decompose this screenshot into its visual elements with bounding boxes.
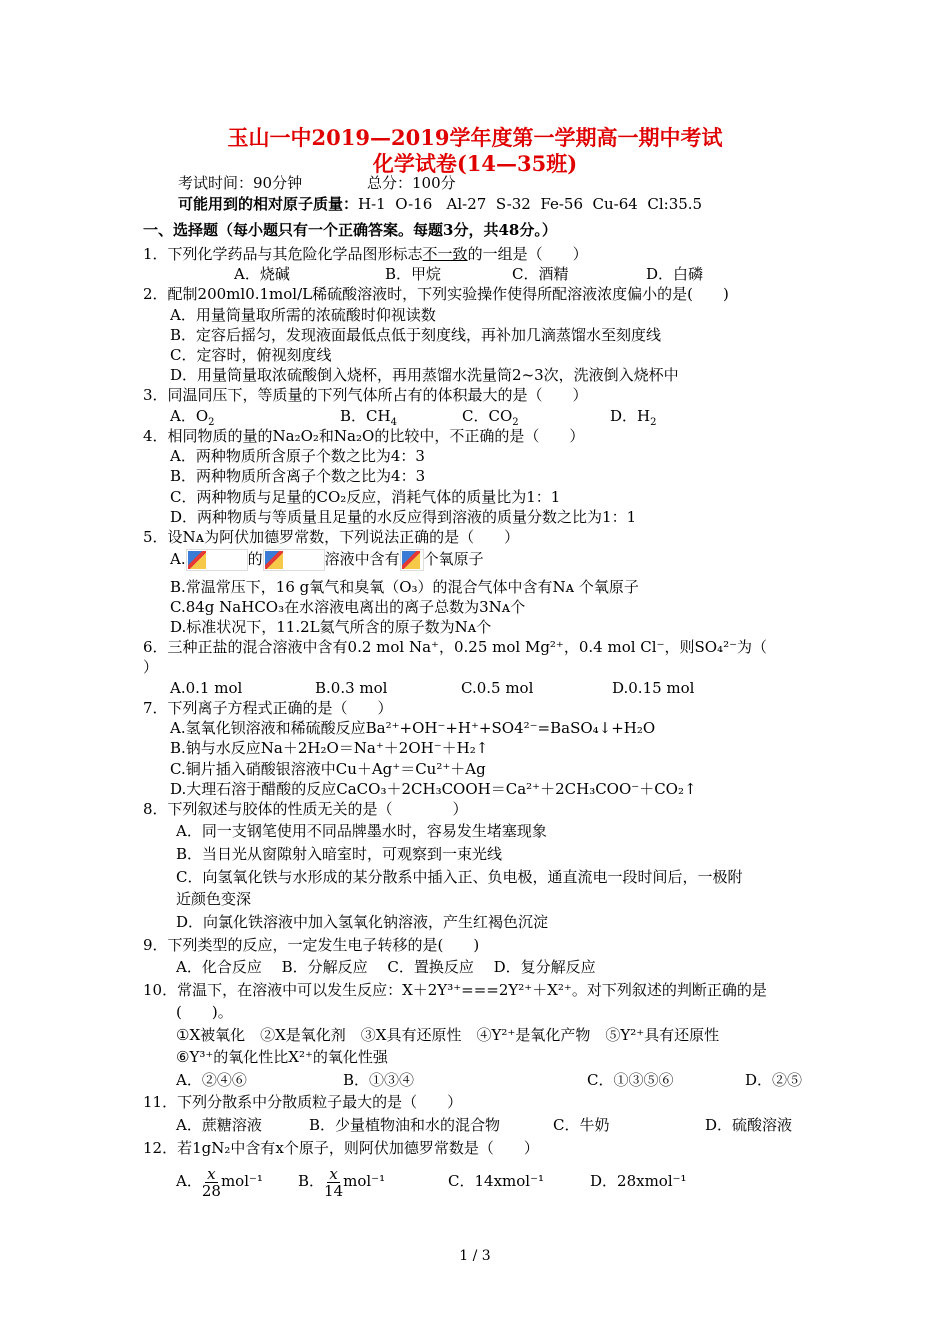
q5-stem: 5．设Nᴀ为阿伏加德罗常数，下列说法正确的是（ ） — [143, 528, 520, 546]
q10-statements-cont: ⑥Y³⁺的氧化性比X²⁺的氧化性强 — [176, 1048, 388, 1066]
q8-option-c-cont: 近颜色变深 — [176, 890, 252, 908]
q4-option-a: A．两种物质所含原子个数之比为4：3 — [170, 447, 425, 465]
q8-option-b: B．当日光从窗隙射入暗室时，可观察到一束光线 — [176, 845, 503, 863]
q3-option-a: A．$O_2$ — [170, 407, 215, 428]
q3-stem: 3．同温同压下，等质量的下列气体所占有的体积最大的是（ ） — [143, 386, 588, 404]
q12-option-a: A． $\frac{x}{28}$ mol⁻¹ — [176, 1164, 263, 1200]
exam-subtitle: 化学试卷(14—35班) — [372, 151, 578, 176]
formula-image — [400, 549, 424, 571]
q8-stem: 8．下列叙述与胶体的性质无关的是（ ） — [143, 800, 468, 818]
fraction: $\frac{x}{28}$ — [201, 1164, 221, 1200]
q9-options: A．化合反应 B．分解反应 C．置换反应 D．复分解反应 — [176, 958, 596, 976]
q6-option-d: D.0.15 mol — [612, 679, 695, 697]
q2-option-b: B．定容后摇匀，发现液面最低点低于刻度线，再补加几滴蒸馏水至刻度线 — [170, 326, 662, 344]
section-heading: 一、选择题（每小题只有一个正确答案。每题3分，共48分。） — [143, 221, 557, 239]
q10-option-d: D．②⑤ — [745, 1071, 803, 1089]
q6-option-b: B.0.3 mol — [315, 679, 388, 697]
q12-stem: 12．若1gN₂中含有x个原子，则阿伏加德罗常数是（ ） — [143, 1139, 539, 1157]
q8-option-a: A．同一支钢笔使用不同品牌墨水时，容易发生堵塞现象 — [176, 822, 547, 840]
q6-option-a: A.0.1 mol — [170, 679, 243, 697]
q5-option-d: D.标准状况下，11.2L氦气所含的原子数为Nᴀ个 — [170, 618, 492, 636]
q11-option-b: B．少量植物油和水的混合物 — [309, 1116, 501, 1134]
q1-option-a: A．烧碱 — [234, 265, 290, 283]
q7-stem: 7．下列离子方程式正确的是（ ） — [143, 699, 393, 717]
atomic-mass-values: H-1 O-16 Al-27 S-32 Fe-56 Cu-64 Cl:35.5 — [358, 195, 703, 213]
q12-option-c: C．14xmol⁻¹ — [448, 1172, 545, 1190]
q3-option-c: C．$CO_2$ — [462, 407, 519, 428]
exam-time: 考试时间：90分钟 — [178, 174, 303, 192]
formula-image — [263, 549, 325, 571]
q1-option-b: B．甲烷 — [385, 265, 442, 283]
q4-option-c: C．两种物质与足量的CO₂反应，消耗气体的质量比为1：1 — [170, 488, 561, 506]
q3-option-b: B．$CH_4$ — [340, 407, 397, 428]
q3-option-d: D．$H_2$ — [610, 407, 657, 428]
q5-option-b: B.常温常压下，16 g氧气和臭氧（O₃）的混合气体中含有Nᴀ 个氧原子 — [170, 578, 639, 596]
q10-stem-close: ( )。 — [176, 1003, 233, 1021]
q7-option-c: C.铜片插入硝酸银溶液中Cu＋Ag⁺＝Cu²⁺＋Ag — [170, 760, 486, 778]
fraction: $\frac{x}{14}$ — [324, 1164, 344, 1200]
q11-option-d: D．硫酸溶液 — [705, 1116, 793, 1134]
q10-stem: 10．常温下，在溶液中可以发生反应：X＋2Y³⁺===2Y²⁺＋X²⁺。对下列叙述的判断正确的是 — [143, 981, 767, 999]
q6-stem: 6．三种正盐的混合溶液中含有0.2 mol Na⁺，0.25 mol Mg²⁺，0.4 mol Cl⁻，则SO₄²⁻为（ — [143, 638, 768, 656]
q10-option-a: A．②④⑥ — [176, 1071, 247, 1089]
q5-option-c: C.84g NaHCO₃在水溶液电离出的离子总数为3Nᴀ个 — [170, 598, 526, 616]
q12-option-b: B． $\frac{x}{14}$ mol⁻¹ — [298, 1164, 386, 1200]
q6-option-c: C.0.5 mol — [461, 679, 534, 697]
exam-score: 总分：100分 — [367, 174, 456, 192]
atomic-mass-line — [178, 194, 702, 214]
q9-stem: 9．下列类型的反应，一定发生电子转移的是( ) — [143, 936, 480, 954]
q4-stem: 4．相同物质的量的Na₂O₂和Na₂O的比较中，不正确的是（ ） — [143, 427, 585, 445]
q1-stem: 1．下列化学药品与其危险化学品图形标志不一致的一组是（ ） — [143, 245, 588, 263]
q2-option-d: D．用量筒量取浓硫酸倒入烧杯，再用蒸馏水洗量筒2~3次，洗液倒入烧杯中 — [170, 366, 679, 384]
q8-option-c: C．向氢氧化铁与水形成的某分散系中插入正、负电极，通直流电一段时间后，一极附 — [176, 868, 743, 886]
formula-image — [186, 549, 248, 571]
atomic-mass-label: 可能用到的相对原子质量： — [178, 195, 359, 213]
q7-option-b: B.钠与水反应Na＋2H₂O＝Na⁺＋2OH⁻＋H₂↑ — [170, 739, 489, 757]
exam-title: 玉山一中2019—2019学年度第一学期高一期中考试 — [227, 125, 723, 150]
q7-option-d: D.大理石溶于醋酸的反应CaCO₃＋2CH₃COOH＝Ca²⁺＋2CH₃COO⁻＋CO₂↑ — [170, 780, 697, 798]
q1-option-d: D．白磷 — [646, 265, 704, 283]
q2-option-a: A．用量筒量取所需的浓硫酸时仰视读数 — [170, 306, 436, 324]
q7-option-a: A.氢氧化钡溶液和稀硫酸反应Ba²⁺+OH⁻+H⁺+SO4²⁻=BaSO₄↓+H₂O — [170, 719, 656, 737]
q2-option-c: C．定容时，俯视刻度线 — [170, 346, 332, 364]
q11-option-c: C．牛奶 — [553, 1116, 610, 1134]
q11-stem: 11．下列分散系中分散质粒子最大的是（ ） — [143, 1093, 463, 1111]
q6-stem-close: ） — [143, 658, 159, 676]
q12-option-d: D．28xmol⁻¹ — [590, 1172, 687, 1190]
q2-stem: 2．配制200ml0.1mol/L稀硫酸溶液时，下列实验操作使得所配溶液浓度偏小的是( ) — [143, 285, 729, 303]
q5-option-a: A. 的 溶液中含有 个氧原子 — [170, 549, 484, 571]
q10-statements: ①X被氧化 ②X是氧化剂 ③X具有还原性 ④Y²⁺是氧化产物 ⑤Y²⁺具有还原性 — [176, 1026, 720, 1044]
q4-option-d: D．两种物质与等质量且足量的水反应得到溶液的质量分数之比为1：1 — [170, 508, 637, 526]
q1-option-c: C．酒精 — [512, 265, 569, 283]
q8-option-d: D．向氯化铁溶液中加入氢氧化钠溶液，产生红褐色沉淀 — [176, 913, 549, 931]
q10-option-c: C．①③⑤⑥ — [587, 1071, 674, 1089]
q4-option-b: B．两种物质所含离子个数之比为4：3 — [170, 467, 426, 485]
q10-option-b: B．①③④ — [343, 1071, 415, 1089]
page-number: 1 / 3 — [459, 1248, 491, 1264]
q11-option-a: A．蔗糖溶液 — [176, 1116, 262, 1134]
